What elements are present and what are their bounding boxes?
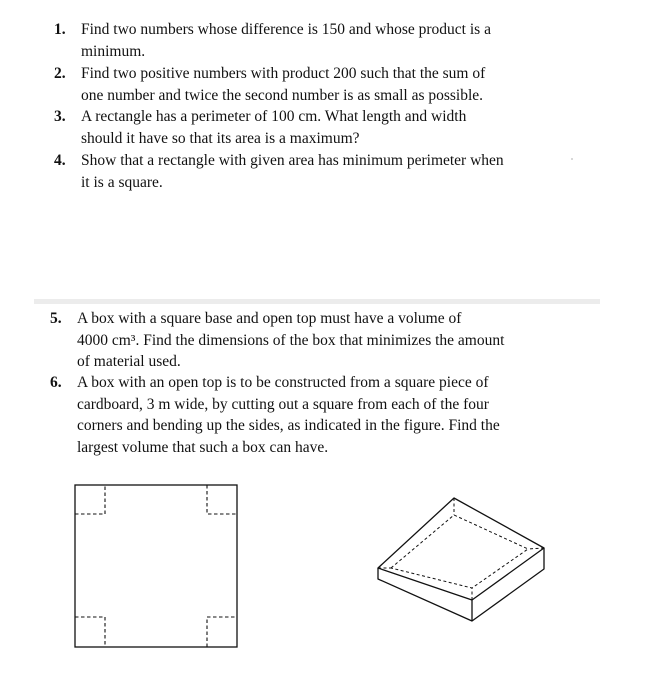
scan-speck (571, 158, 573, 160)
problem-line: A box with an open top is to be constructed from a square piece of (77, 374, 489, 391)
problem-line: cardboard, 3 m wide, by cutting out a square from each of the four (77, 395, 489, 413)
problem-4 (54, 150, 504, 193)
corner-cut-top-right (207, 485, 237, 514)
problem-number: 3. (54, 108, 66, 125)
problem-line: minimum. (81, 42, 146, 60)
cardboard-square-figure (74, 484, 240, 650)
problem-line: Show that a rectangle with given area has minimum perimeter when (81, 152, 504, 169)
problem-text (81, 150, 504, 193)
problem-line: Find two positive numbers with product 200 such that the sum of (81, 65, 486, 82)
problem-text (81, 19, 491, 62)
problem-number: 5. (50, 310, 62, 327)
box-bottom-edges (378, 548, 544, 621)
problem-5 (50, 308, 504, 373)
problem-2 (54, 63, 485, 106)
problem-1 (54, 19, 491, 62)
problem-number: 2. (54, 65, 66, 82)
page-divider (34, 299, 600, 304)
problem-text (77, 372, 500, 458)
problem-line: 4000 cm³. Find the dimensions of the box that minimizes the amount (77, 331, 505, 349)
corner-cut-bottom-left (75, 617, 105, 647)
problem-6 (50, 372, 500, 458)
box-inner-edges (391, 515, 528, 588)
problem-line: Find two numbers whose difference is 150 and whose product is a (81, 21, 491, 38)
problem-number: 6. (50, 374, 62, 391)
problem-line: corners and bending up the sides, as indicated in the figure. Find the (77, 417, 500, 434)
corner-cut-top-left (75, 485, 105, 514)
problem-line: of material used. (77, 353, 181, 370)
problem-line: one number and twice the second number is as small as possible. (81, 86, 484, 104)
problem-line: A box with a square base and open top must have a volume of (77, 310, 462, 327)
cardboard-outline (75, 485, 237, 647)
problem-line: largest volume that such a box can have. (77, 438, 329, 456)
problem-text (81, 106, 466, 149)
problem-text (81, 63, 485, 106)
box-top-outline (378, 498, 544, 600)
open-box-figure (376, 496, 550, 626)
problem-line: should it have so that its area is a maximum? (81, 129, 360, 147)
problem-line: it is a square. (81, 173, 163, 191)
corner-cut-bottom-right (207, 617, 237, 647)
problem-3 (54, 106, 466, 149)
problem-number: 4. (54, 152, 66, 169)
problem-line: A rectangle has a perimeter of 100 cm. What length and width (81, 108, 467, 125)
problem-number: 1. (54, 21, 66, 38)
problem-text (77, 308, 504, 373)
box-inner-vertical-right (528, 548, 544, 549)
